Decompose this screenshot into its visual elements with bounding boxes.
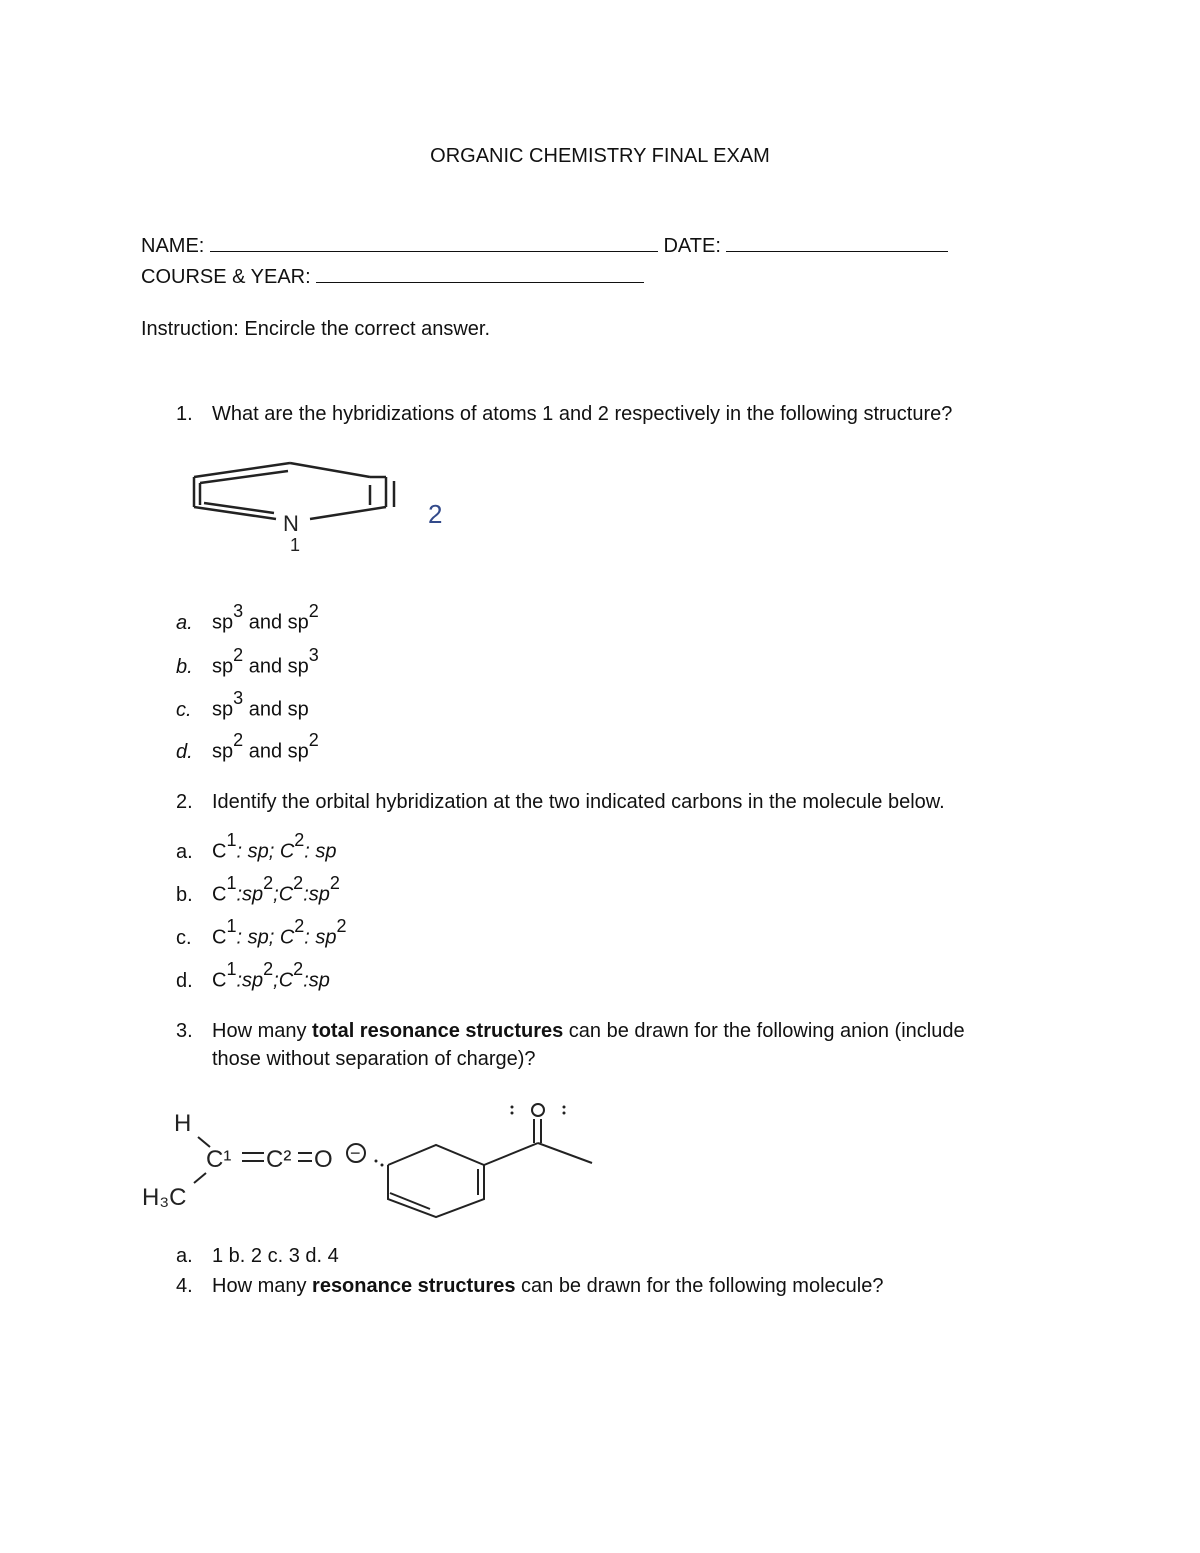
question-text: What are the hybridizations of atoms 1 and 2 respectively in the following structure?: [212, 403, 953, 425]
benzene-ring: [388, 1145, 484, 1217]
lone-pair-dot: [563, 1112, 566, 1115]
lone-pair-dot: [563, 1106, 566, 1109]
question-3: 3. How many total resonance structures can be drawn for the following anion (include: [176, 1020, 965, 1042]
o-label: O: [314, 1146, 333, 1173]
course-label: COURSE & YEAR:: [141, 266, 311, 288]
nitrogen-label: N: [283, 511, 299, 536]
q2-option-b[interactable]: b. $C^1:sp^2;C^2:sp^2$: [176, 873, 340, 906]
name-blank[interactable]: [210, 231, 658, 252]
bond: [538, 1143, 592, 1163]
name-label: NAME:: [141, 235, 205, 257]
question-1: [176, 403, 952, 426]
q3-answers[interactable]: a. 1 b. 2 c. 3 d. 4: [176, 1245, 339, 1267]
bond: [194, 1173, 206, 1183]
bond: [194, 507, 276, 519]
question-2: [176, 791, 945, 814]
lone-pair-dot: [381, 1164, 384, 1167]
date-label: DATE:: [663, 235, 721, 257]
question-3-line-2: those without separation of charge)?: [212, 1048, 536, 1070]
q2-option-a[interactable]: a. $C^1$: sp; $C^2$: sp: [176, 830, 337, 863]
pyridine-figure: [170, 455, 490, 555]
q1-option-b[interactable]: b. $sp^2$ and $sp^3$: [176, 645, 319, 678]
c1-label: C¹: [206, 1146, 232, 1173]
bond: [484, 1143, 538, 1165]
bond: [194, 463, 290, 477]
date-blank[interactable]: [726, 231, 948, 252]
question-number: 3.: [176, 1020, 193, 1042]
instruction: Instruction: Encircle the correct answer.: [141, 318, 491, 340]
h3c-label: H₃C: [142, 1184, 187, 1211]
carbonyl-oxygen: [532, 1104, 544, 1116]
c2-label: C²: [266, 1146, 292, 1173]
exam-title: ORGANIC CHEMISTRY FINAL EXAM: [430, 145, 770, 167]
lone-pair-dot: [511, 1112, 514, 1115]
question-number: 1.: [176, 403, 193, 425]
bond: [290, 463, 370, 477]
atom-1-label: 1: [290, 535, 301, 555]
lone-pair-dot: [375, 1160, 378, 1163]
lone-pair-dot: [511, 1106, 514, 1109]
q1-option-d[interactable]: d. $sp^2$ and $sp^2$: [176, 730, 319, 763]
question-number: 2.: [176, 791, 193, 813]
q2-option-c[interactable]: c. $C^1$: sp; $C^2$: $sp^2$: [176, 916, 347, 949]
question-number: 4.: [176, 1275, 193, 1297]
course-blank[interactable]: [316, 262, 644, 283]
course-row: [141, 262, 644, 289]
minus-label: −: [350, 1143, 361, 1163]
bond-inner: [204, 503, 274, 513]
bold-phrase: resonance structures: [312, 1275, 516, 1297]
bond-inner: [200, 471, 288, 483]
name-row: [141, 231, 948, 258]
atom-2-label: 2: [428, 499, 443, 529]
q1-option-c[interactable]: c. $sp^3$ and sp: [176, 688, 309, 721]
q2-option-d[interactable]: d. $C^1:sp^2;C^2:sp$: [176, 959, 330, 992]
anion-figure: [140, 1095, 610, 1225]
bond: [310, 507, 386, 519]
bold-phrase: total resonance structures: [312, 1020, 564, 1042]
question-text: Identify the orbital hybridization at the two indicated carbons in the molecule below.: [212, 791, 945, 813]
h-label: H: [174, 1110, 192, 1137]
q1-option-a[interactable]: a. $sp^3$ and $sp^2$: [176, 601, 319, 634]
question-4: 4. How many resonance structures can be drawn for the following molecule?: [176, 1275, 884, 1297]
